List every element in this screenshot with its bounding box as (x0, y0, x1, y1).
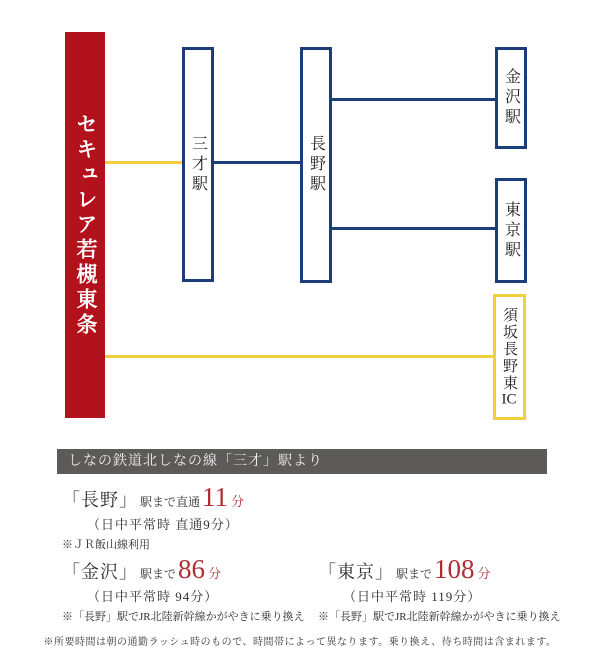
section-header-bar: しなの鉄道北しなの線「三才」駅より (57, 449, 547, 474)
route-via-text: 駅まで (140, 567, 177, 581)
road-line-property-to-sansai (105, 161, 182, 164)
rail-line-sansai-to-nagano (214, 161, 300, 164)
route-offpeak-time: （日中平常時 94分） (87, 589, 219, 604)
route-offpeak-time: （日中平常時 直通9分） (87, 517, 239, 532)
route-minutes-value: 108 (434, 554, 475, 584)
route-minutes-unit: 分 (208, 566, 222, 581)
station-label-sansai: 三才駅 (189, 134, 207, 195)
station-label-tokyo: 東京駅 (502, 200, 520, 261)
station-box-nagano (300, 47, 332, 283)
route-station-name: 「東京」 (318, 562, 394, 582)
route-note: ※「長野」駅でJR北陸新幹線かがやきに乗り換え (318, 611, 561, 623)
route-station-name: 「金沢」 (62, 562, 138, 582)
route-via-text: 駅まで直通 (140, 495, 201, 509)
rail-line-nagano-to-tokyo (332, 227, 495, 230)
property-label: セキュレア若槻東条 (74, 112, 97, 338)
footnote-disclaimer: ※所要時間は朝の通勤ラッシュ時のもので、時間帯によって異なります。乗り換え、待ち時間は含まれます。 (43, 637, 557, 648)
route-headline-kanazawa (62, 556, 305, 584)
route-minutes-unit: 分 (477, 566, 491, 581)
route-info-tokyo (318, 556, 561, 624)
interchange-label-suffix: IC (501, 392, 517, 407)
route-headline-tokyo (318, 556, 561, 584)
interchange-label-main: 須坂長野東 (501, 307, 517, 392)
route-headline-nagano (62, 484, 244, 512)
route-note: ※「長野」駅でJR北陸新幹線かがやきに乗り換え (62, 611, 305, 623)
route-offpeak-time: （日中平常時 119分） (343, 589, 482, 604)
station-label-nagano: 長野駅 (307, 135, 325, 195)
route-note: ※ＪＲ飯山線利用 (62, 539, 150, 551)
property-box (65, 32, 105, 418)
interchange-box-suzaka-nagano-higashi (493, 294, 526, 420)
route-info-kanazawa (62, 556, 305, 624)
route-minutes-value: 86 (178, 554, 206, 584)
station-label-kanazawa: 金沢駅 (502, 68, 520, 128)
road-line-property-to-ic (105, 355, 493, 358)
rail-line-nagano-to-kanazawa (332, 98, 495, 101)
route-minutes-unit: 分 (231, 494, 245, 509)
station-box-tokyo (495, 178, 527, 283)
route-info-nagano (62, 484, 244, 552)
route-station-name: 「長野」 (62, 490, 138, 510)
interchange-label (499, 307, 520, 407)
route-via-text: 駅まで (396, 567, 433, 581)
station-box-kanazawa (495, 47, 527, 149)
station-box-sansai (182, 47, 214, 282)
route-minutes-value: 11 (202, 482, 229, 512)
